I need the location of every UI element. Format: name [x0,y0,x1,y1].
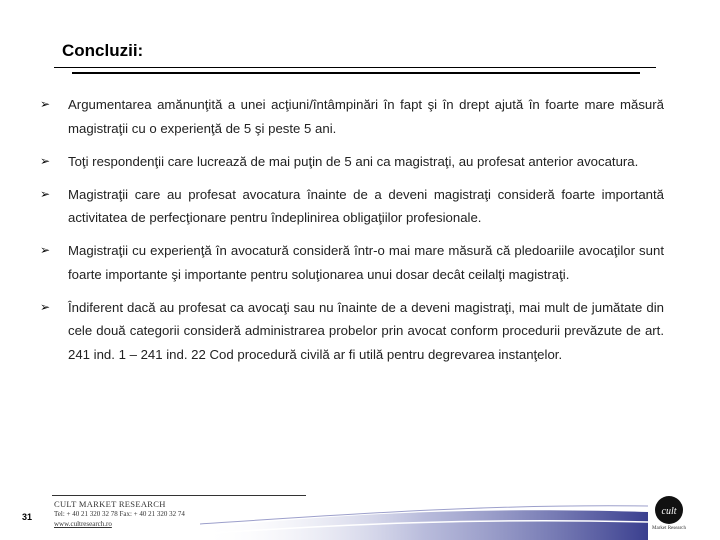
list-item-text: Toţi respondenţii care lucrează de mai puţin de 5 ani ca magistraţi, au profesat anterior avocatura. [68,153,639,169]
footer-wave-decoration [200,498,648,540]
arrow-bullet-icon: ➢ [40,186,51,201]
conclusions-list [40,93,664,376]
footer-contact: Tel: + 40 21 320 32 78 Fax: + 40 21 320 32 74 [54,510,185,518]
list-item [40,183,664,230]
list-item [40,239,664,286]
logo-subtext: Market Research [652,526,687,531]
page-title: Concluzii: [62,41,144,60]
list-item [40,150,664,174]
list-item-text: Magistraţii cu experienţă în avocatură consideră într-o mai mare măsură că pledoariile avocaţilor sunt foarte importante şi importante pentru soluţionarea unui dosar decât ceilalţi magistraţi. [68,243,664,282]
footer-website-link[interactable]: www.cultresearch.ro [54,520,112,528]
arrow-bullet-icon: ➢ [40,299,51,314]
arrow-bullet-icon: ➢ [40,97,51,111]
list-item [40,93,664,140]
list-item-text: Magistraţii care au profesat avocatura înainte de a deveni magistraţi consideră foarte importantă activitatea de perfecţionare pentru îndeplinirea obligaţiilor profesionale. [68,186,664,225]
list-item [40,296,664,367]
page-number: 31 [22,512,33,522]
cult-logo-icon [654,495,684,525]
footer-rule [52,495,306,496]
arrow-bullet-icon: ➢ [40,153,51,168]
title-rule-thin [54,67,656,68]
list-item-text: Îndiferent dacă au profesat ca avocaţi sau nu înainte de a deveni magistraţi, mai mult de jumătate din cele două categorii consideră administrarea probelor prin avocat conform procedurii prevăzute de art. 241 ind. 1 – 241 ind. 22 Cod procedură civilă ar fi utilă pentru degrevarea instanţelor. [68,299,664,362]
title-rule-thick [72,72,640,74]
arrow-bullet-icon: ➢ [40,243,51,257]
list-item-text: Argumentarea amănunţită a unei acţiuni/întâmpinări în fapt şi în drept ajută în foarte mare măsură magistraţii cu o experienţă de 5 şi peste 5 ani. [68,97,664,136]
logo-text: cult [661,506,677,517]
footer-company-name: CULT MARKET RESEARCH [54,499,166,509]
